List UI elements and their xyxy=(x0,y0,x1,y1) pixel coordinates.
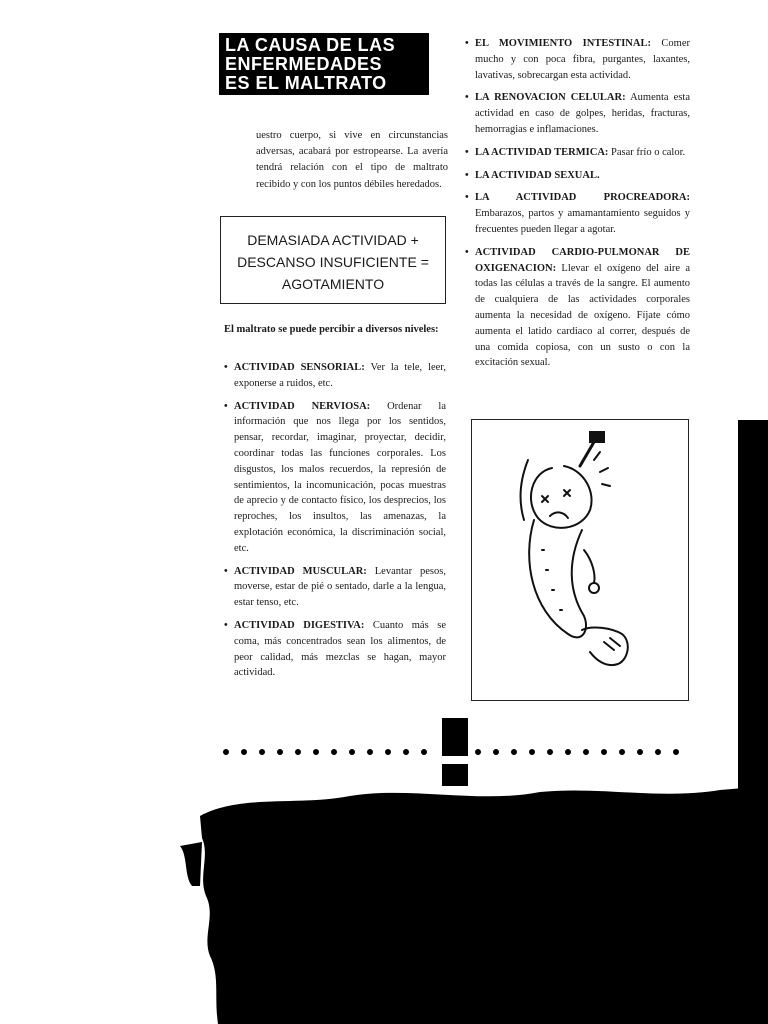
formula-line: DEMASIADA ACTIVIDAD + xyxy=(247,232,419,248)
item-heading: EL MOVIMIENTO INTESTINAL: xyxy=(475,38,651,49)
item-heading: ACTIVIDAD SENSORIAL: xyxy=(234,362,365,373)
hammer-head-shape xyxy=(590,432,604,442)
eye-x-shape xyxy=(542,496,548,502)
left-column xyxy=(224,360,446,688)
item-heading: ACTIVIDAD MUSCULAR: xyxy=(234,565,367,577)
black-mark xyxy=(442,718,468,756)
intro-paragraph: uestro cuerpo, si vive en circunstancias adversas, acabará por estropearse. La avería tendrá relación con el tipo de maltrato recibido y con los puntos débiles heredados. xyxy=(256,130,448,190)
item-text: Comer mucho y con poca fibra, purgantes, laxantes, lavativas, sobrecargan esta actividad. xyxy=(475,38,690,81)
formula-box xyxy=(220,216,446,304)
divider-dot xyxy=(493,749,499,755)
list-item xyxy=(224,618,446,681)
list-item xyxy=(224,564,446,611)
cartoon-illustration xyxy=(471,419,689,701)
page-title xyxy=(219,33,429,95)
formula-line: AGOTAMIENTO xyxy=(281,276,385,292)
list-item xyxy=(224,399,446,557)
divider-dot xyxy=(583,749,589,755)
item-heading: ACTIVIDAD NERVIOSA: xyxy=(234,400,371,412)
item-text: Llevar el oxígeno del aire a todas las células a través de la sangre. El aumento de cualquiera de las actividades corporales aumenta la necesidad de oxígeno. Fíjate cómo aumenta el latido cardiaco al correr, después de una comida copiosa, con un susto o con la excitación sexual. xyxy=(475,262,690,369)
cartoon-figure-icon xyxy=(472,420,687,699)
body-mark-shape xyxy=(542,550,562,610)
item-text: Aumenta esta actividad en caso de golpes, heridas, fracturas, hemorragias e inflamaciones. xyxy=(475,92,690,135)
divider-dot xyxy=(349,749,355,755)
divider-dot xyxy=(313,749,319,755)
eye-x-shape xyxy=(564,490,570,496)
hammer-handle-shape xyxy=(580,442,594,466)
item-heading: ACTIVIDAD CARDIO-PULMONAR DE OXIGENACION: xyxy=(475,246,690,274)
item-text: Levantar pesos, moverse, estar de pié o sentado, darle a la lengua, estar tenso, etc. xyxy=(234,565,446,609)
item-heading: LA ACTIVIDAD TERMICA: xyxy=(475,146,609,158)
item-text: Ver la tele, leer, exponerse a ruidos, etc. xyxy=(234,362,446,389)
divider-dot xyxy=(475,749,481,755)
item-heading: LA RENOVACION CELULAR: xyxy=(475,92,626,104)
list-item xyxy=(465,36,690,83)
divider-dot xyxy=(385,749,391,755)
divider-dot xyxy=(421,749,427,755)
arm-shape xyxy=(584,550,595,583)
divider-dot xyxy=(367,749,373,755)
mouth-shape xyxy=(550,512,568,518)
list-item xyxy=(465,168,690,184)
divider-dot xyxy=(511,749,517,755)
divider-dot xyxy=(673,749,679,755)
ink-smudge-shape xyxy=(200,786,768,1024)
black-mark xyxy=(442,764,468,786)
divider-dot xyxy=(403,749,409,755)
divider-dot xyxy=(331,749,337,755)
divider-dot xyxy=(601,749,607,755)
motion-line-shape xyxy=(521,460,528,520)
item-text: Pasar frío o calor. xyxy=(608,146,686,158)
foot-detail-shape xyxy=(604,638,620,650)
divider-dot xyxy=(295,749,301,755)
impact-line-shape xyxy=(594,452,610,486)
item-text: Ordenar la información que nos llega por los sentidos, pensar, recordar, imaginar, proyectar, decidir, coordinar todas las funciones corporales. Los disgustos, los malos recuerdos, la represión de sentimientos, la incomunicación, pocas muestras de aprecio y de contacto físico, los desprecios, los reproches, los insultos, las amenazas, la explotación económica, la discriminación social, etc. xyxy=(234,400,446,554)
list-item xyxy=(465,145,690,161)
divider-dot xyxy=(277,749,283,755)
list-item xyxy=(465,245,690,371)
divider-dot xyxy=(547,749,553,755)
divider-dot xyxy=(565,749,571,755)
divider-dot xyxy=(241,749,247,755)
list-item xyxy=(465,190,690,237)
divider-dot xyxy=(529,749,535,755)
item-text: Cuanto más se coma, más concentrados sean los alimentos, de peor calidad, más mezclas se hagan, mayor actividad. xyxy=(234,619,446,679)
item-heading: ACTIVIDAD DIGESTIVA: xyxy=(234,619,365,631)
title-line: ENFERMEDADES xyxy=(225,54,383,74)
divider-dot xyxy=(619,749,625,755)
list-item xyxy=(224,360,446,392)
hand-shape xyxy=(589,583,599,593)
levels-intro: El maltrato se puede percibir a diversos niveles: xyxy=(224,324,439,335)
divider-dot xyxy=(259,749,265,755)
list-item xyxy=(465,90,690,137)
scan-ink-smudge xyxy=(180,786,768,1024)
item-heading: LA ACTIVIDAD SEXUAL. xyxy=(475,169,600,181)
divider-dot xyxy=(655,749,661,755)
item-heading: LA ACTIVIDAD PROCREADORA: xyxy=(475,192,690,204)
body-outline-shape xyxy=(529,520,586,637)
item-text: Embarazos, partos y amamantamiento seguidos y frecuentes pueden llegar a agotar. xyxy=(475,208,690,235)
ink-smudge-shape xyxy=(180,842,202,886)
divider-dot xyxy=(223,749,229,755)
title-line: ES EL MALTRATO xyxy=(225,73,387,93)
right-column xyxy=(465,36,690,378)
title-line: LA CAUSA DE LAS xyxy=(225,35,396,55)
formula-line: DESCANSO INSUFICIENTE = xyxy=(237,254,429,270)
head-outline-shape xyxy=(531,466,592,528)
divider-dot xyxy=(637,749,643,755)
